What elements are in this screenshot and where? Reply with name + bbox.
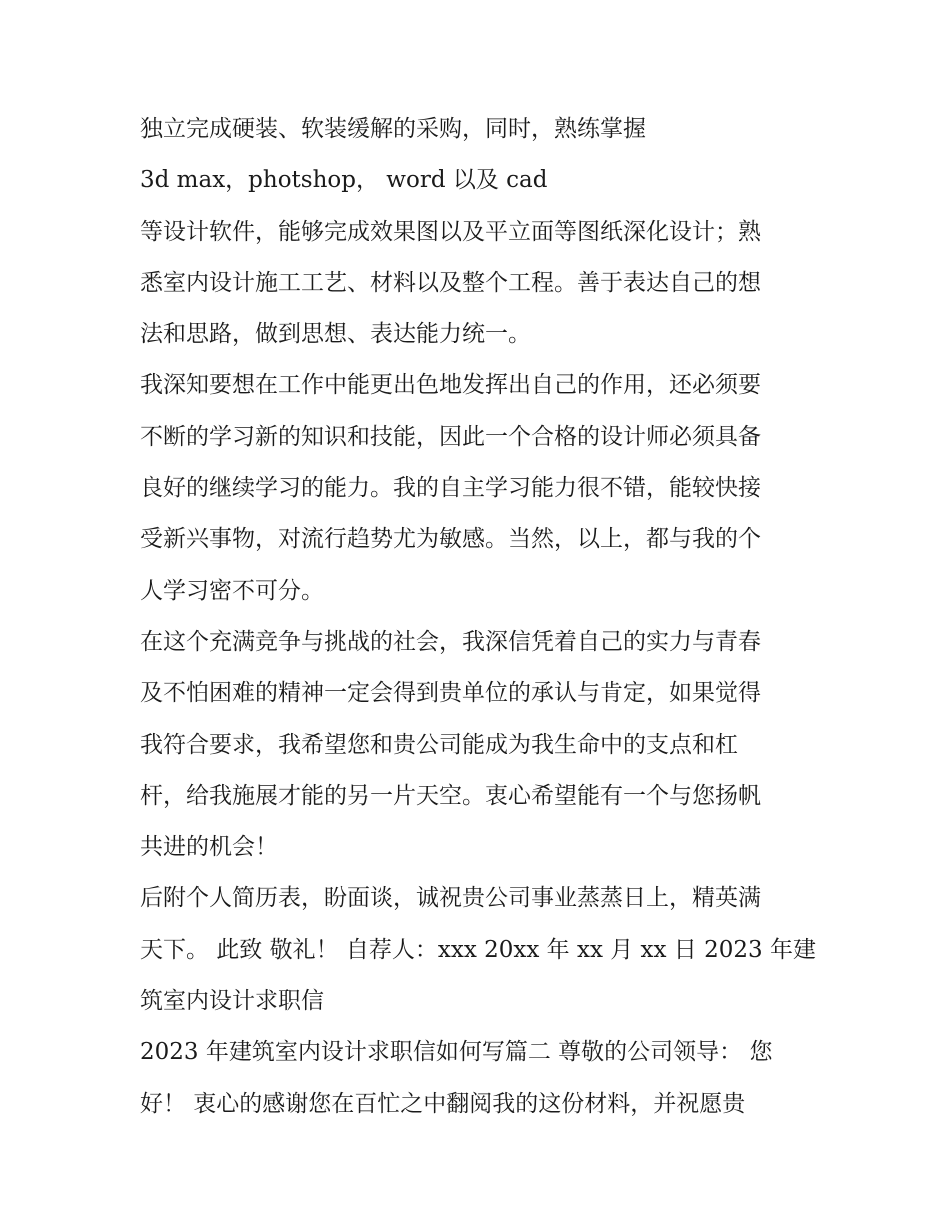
text-line: 后附个人简历表，盼面谈，诚祝贵公司事业蒸蒸日上，精英满	[140, 885, 761, 912]
text-line: 良好的继续学习的能力。我的自主学习能力很不错，能较快接	[140, 475, 761, 502]
text-line: 筑室内设计求职信	[140, 988, 324, 1015]
text-line: 2023 年建筑室内设计求职信如何写篇二 尊敬的公司领导： 您	[140, 1039, 773, 1066]
text-line: 不断的学习新的知识和技能，因此一个合格的设计师必须具备	[140, 423, 761, 450]
text-line: 在这个充满竞争与挑战的社会，我深信凭着自己的实力与青春	[140, 628, 761, 655]
text-line: 人学习密不可分。	[140, 577, 324, 604]
text-line: 天下。 此致 敬礼！ 自荐人：xxx 20xx 年 xx 月 xx 日 2023 年建	[140, 936, 816, 963]
text-line: 杆，给我施展才能的另一片天空。衷心希望能有一个与您扬帆	[140, 782, 761, 809]
text-line: 我符合要求，我希望您和贵公司能成为我生命中的支点和杠	[140, 731, 738, 758]
text-line: 独立完成硬装、软装缓解的采购，同时，熟练掌握	[140, 116, 646, 142]
text-line: 等设计软件，能够完成效果图以及平立面等图纸深化设计；熟	[140, 218, 761, 245]
text-line: 法和思路，做到思想、表达能力统一。	[140, 321, 531, 348]
text-line: 悉室内设计施工工艺、材料以及整个工程。善于表达自己的想	[140, 269, 761, 296]
text-line: 我深知要想在工作中能更出色地发挥出自己的作用，还必须要	[140, 372, 761, 399]
text-line: 3d max，photshop， word 以及 cad	[140, 167, 548, 194]
text-line: 受新兴事物，对流行趋势尤为敏感。当然，以上，都与我的个	[140, 526, 761, 553]
text-line: 共进的机会！	[140, 834, 278, 861]
text-line: 好！ 衷心的感谢您在百忙之中翻阅我的这份材料，并祝愿贵	[140, 1090, 746, 1117]
document-body	[140, 104, 820, 1130]
text-line: 及不怕困难的精神一定会得到贵单位的承认与肯定，如果觉得	[140, 680, 761, 707]
